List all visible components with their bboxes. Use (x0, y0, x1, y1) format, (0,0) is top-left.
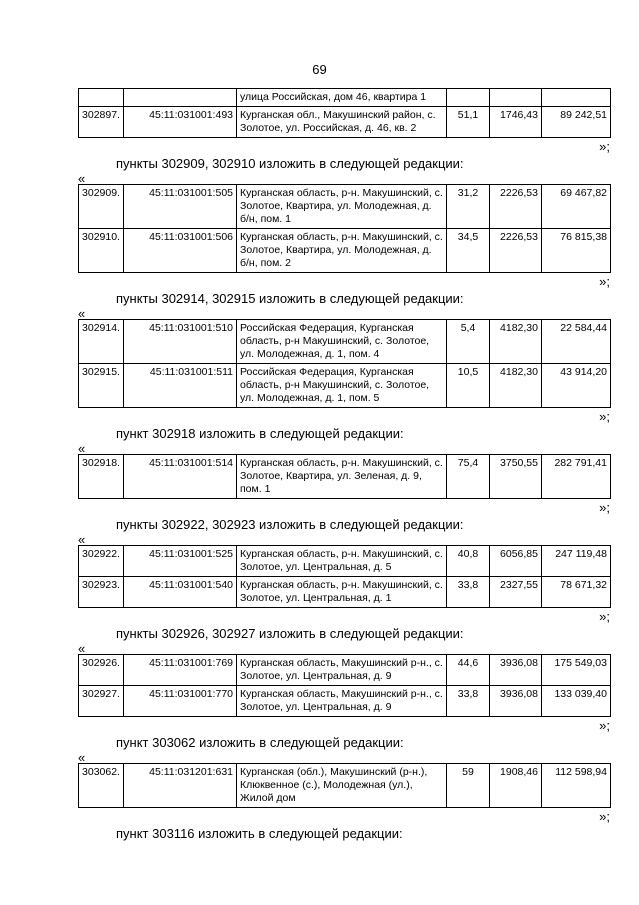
table-row (79, 455, 611, 499)
total-value-cell: 112 598,94 (542, 764, 611, 808)
cadastral-number-cell: 45:11:031201:631 (124, 764, 237, 808)
row-number-cell: 302915. (79, 364, 124, 408)
unit-value-cell: 2226,53 (490, 229, 542, 273)
area-cell: 33,8 (447, 686, 490, 717)
total-value-cell: 69 467,82 (542, 185, 611, 229)
address-cell: Российская Федерация, Курганская область, р-н Макушинский, с. Золотое, ул. Молодежная, д. 1, пом. 4 (237, 320, 447, 364)
row-number-cell: 302922. (79, 546, 124, 577)
row-number-cell: 302923. (79, 577, 124, 608)
row-number-cell: 302918. (79, 455, 124, 499)
address-cell: Курганская область, Макушинский р-н., с. Золотое, ул. Центральная, д. 9 (237, 686, 447, 717)
cadastral-number-cell: 45:11:031001:506 (124, 229, 237, 273)
amendment-instruction: пункты 302922, 302923 изложить в следующей редакции: (116, 517, 464, 532)
area-cell: 10,5 (447, 364, 490, 408)
amendment-table (78, 454, 611, 499)
area-cell: 44,6 (447, 655, 490, 686)
table-row (79, 546, 611, 577)
cadastral-number-cell: 45:11:031001:505 (124, 185, 237, 229)
cadastral-number-cell: 45:11:031001:540 (124, 577, 237, 608)
closing-quote: »; (599, 409, 610, 424)
row-number-cell: 302909. (79, 185, 124, 229)
table-row (79, 89, 611, 107)
closing-quote: »; (599, 500, 610, 515)
row-number-cell (79, 89, 124, 107)
unit-value-cell: 6056,85 (490, 546, 542, 577)
total-value-cell: 282 791,41 (542, 455, 611, 499)
row-number-cell: 303062. (79, 764, 124, 808)
address-cell: Курганская область, р-н. Макушинский, с. Золотое, Квартира, ул. Молодежная, д. б/н, пом. 2 (237, 229, 447, 273)
opening-quote: « (78, 306, 86, 321)
closing-quote: »; (599, 609, 610, 624)
cadastral-number-cell (124, 89, 237, 107)
unit-value-cell: 4182,30 (490, 320, 542, 364)
amendment-table (78, 184, 611, 273)
table-row (79, 107, 611, 138)
total-value-cell: 22 584,44 (542, 320, 611, 364)
address-cell: Курганская область, Макушинский р-н., с. Золотое, ул. Центральная, д. 9 (237, 655, 447, 686)
amendment-instruction: пункт 303062 изложить в следующей редакции: (116, 735, 404, 750)
area-cell: 75,4 (447, 455, 490, 499)
continued-table (78, 88, 611, 138)
row-number-cell: 302927. (79, 686, 124, 717)
cadastral-number-cell: 45:11:031001:493 (124, 107, 237, 138)
area-cell (447, 89, 490, 107)
cadastral-number-cell: 45:11:031001:770 (124, 686, 237, 717)
amendment-table (78, 319, 611, 408)
address-cell: улица Российская, дом 46, квартира 1 (237, 89, 447, 107)
total-value-cell: 175 549,03 (542, 655, 611, 686)
area-cell: 5,4 (447, 320, 490, 364)
cadastral-number-cell: 45:11:031001:514 (124, 455, 237, 499)
address-cell: Курганская область, р-н. Макушинский, с. Золотое, Квартира, ул. Зеленая, д. 9, пом. 1 (237, 455, 447, 499)
address-cell: Курганская область, р-н. Макушинский, с. Золотое, ул. Центральная, д. 1 (237, 577, 447, 608)
unit-value-cell: 3936,08 (490, 686, 542, 717)
table-row (79, 364, 611, 408)
amendment-table (78, 545, 611, 608)
area-cell: 34,5 (447, 229, 490, 273)
address-cell: Курганская область, р-н. Макушинский, с. Золотое, ул. Центральная, д. 5 (237, 546, 447, 577)
amendment-instruction: пункты 302909, 302910 изложить в следующей редакции: (116, 156, 464, 171)
cadastral-number-cell: 45:11:031001:511 (124, 364, 237, 408)
table-row (79, 320, 611, 364)
table-row (79, 764, 611, 808)
total-value-cell: 78 671,32 (542, 577, 611, 608)
total-value-cell: 89 242,51 (542, 107, 611, 138)
area-cell: 51,1 (447, 107, 490, 138)
row-number-cell: 302910. (79, 229, 124, 273)
area-cell: 59 (447, 764, 490, 808)
closing-quote: »; (599, 718, 610, 733)
opening-quote: « (78, 641, 86, 656)
area-cell: 33,8 (447, 577, 490, 608)
opening-quote: « (78, 750, 86, 765)
total-value-cell: 133 039,40 (542, 686, 611, 717)
address-cell: Российская Федерация, Курганская область, р-н Макушинский, с. Золотое, ул. Молодежная, д. 1, пом. 5 (237, 364, 447, 408)
amendment-instruction: пункт 302918 изложить в следующей редакции: (116, 426, 404, 441)
amendment-table (78, 654, 611, 717)
amendment-table (78, 763, 611, 808)
table-row (79, 229, 611, 273)
unit-value-cell: 1746,43 (490, 107, 542, 138)
row-number-cell: 302897. (79, 107, 124, 138)
closing-quote: »; (599, 139, 610, 154)
closing-quote: »; (599, 809, 610, 824)
document-body (78, 88, 610, 842)
row-number-cell: 302914. (79, 320, 124, 364)
unit-value-cell: 4182,30 (490, 364, 542, 408)
address-cell: Курганская (обл.), Макушинский (р-н.), Клюквенное (с.), Молодежная (ул.), Жилой дом (237, 764, 447, 808)
area-cell: 40,8 (447, 546, 490, 577)
unit-value-cell: 2226,53 (490, 185, 542, 229)
unit-value-cell: 1908,46 (490, 764, 542, 808)
total-value-cell: 43 914,20 (542, 364, 611, 408)
address-cell: Курганская обл., Макушинский район, с. Золотое, ул. Российская, д. 46, кв. 2 (237, 107, 447, 138)
row-number-cell: 302926. (79, 655, 124, 686)
total-value-cell: 247 119,48 (542, 546, 611, 577)
cadastral-number-cell: 45:11:031001:510 (124, 320, 237, 364)
opening-quote: « (78, 441, 86, 456)
unit-value-cell: 3936,08 (490, 655, 542, 686)
area-cell: 31,2 (447, 185, 490, 229)
unit-value-cell: 2327,55 (490, 577, 542, 608)
unit-value-cell: 3750,55 (490, 455, 542, 499)
total-value-cell (542, 89, 611, 107)
cadastral-number-cell: 45:11:031001:769 (124, 655, 237, 686)
table-row (79, 686, 611, 717)
closing-quote: »; (599, 274, 610, 289)
table-row (79, 577, 611, 608)
address-cell: Курганская область, р-н. Макушинский, с. Золотое, Квартира, ул. Молодежная, д. б/н, пом. 1 (237, 185, 447, 229)
amendment-instruction: пункты 302926, 302927 изложить в следующей редакции: (116, 626, 464, 641)
total-value-cell: 76 815,38 (542, 229, 611, 273)
opening-quote: « (78, 171, 86, 186)
page-number: 69 (312, 62, 327, 77)
cadastral-number-cell: 45:11:031001:525 (124, 546, 237, 577)
table-row (79, 185, 611, 229)
amendment-instruction: пункты 302914, 302915 изложить в следующей редакции: (116, 291, 464, 306)
unit-value-cell (490, 89, 542, 107)
opening-quote: « (78, 532, 86, 547)
table-row (79, 655, 611, 686)
amendment-instruction: пункт 303116 изложить в следующей редакции: (116, 826, 403, 841)
